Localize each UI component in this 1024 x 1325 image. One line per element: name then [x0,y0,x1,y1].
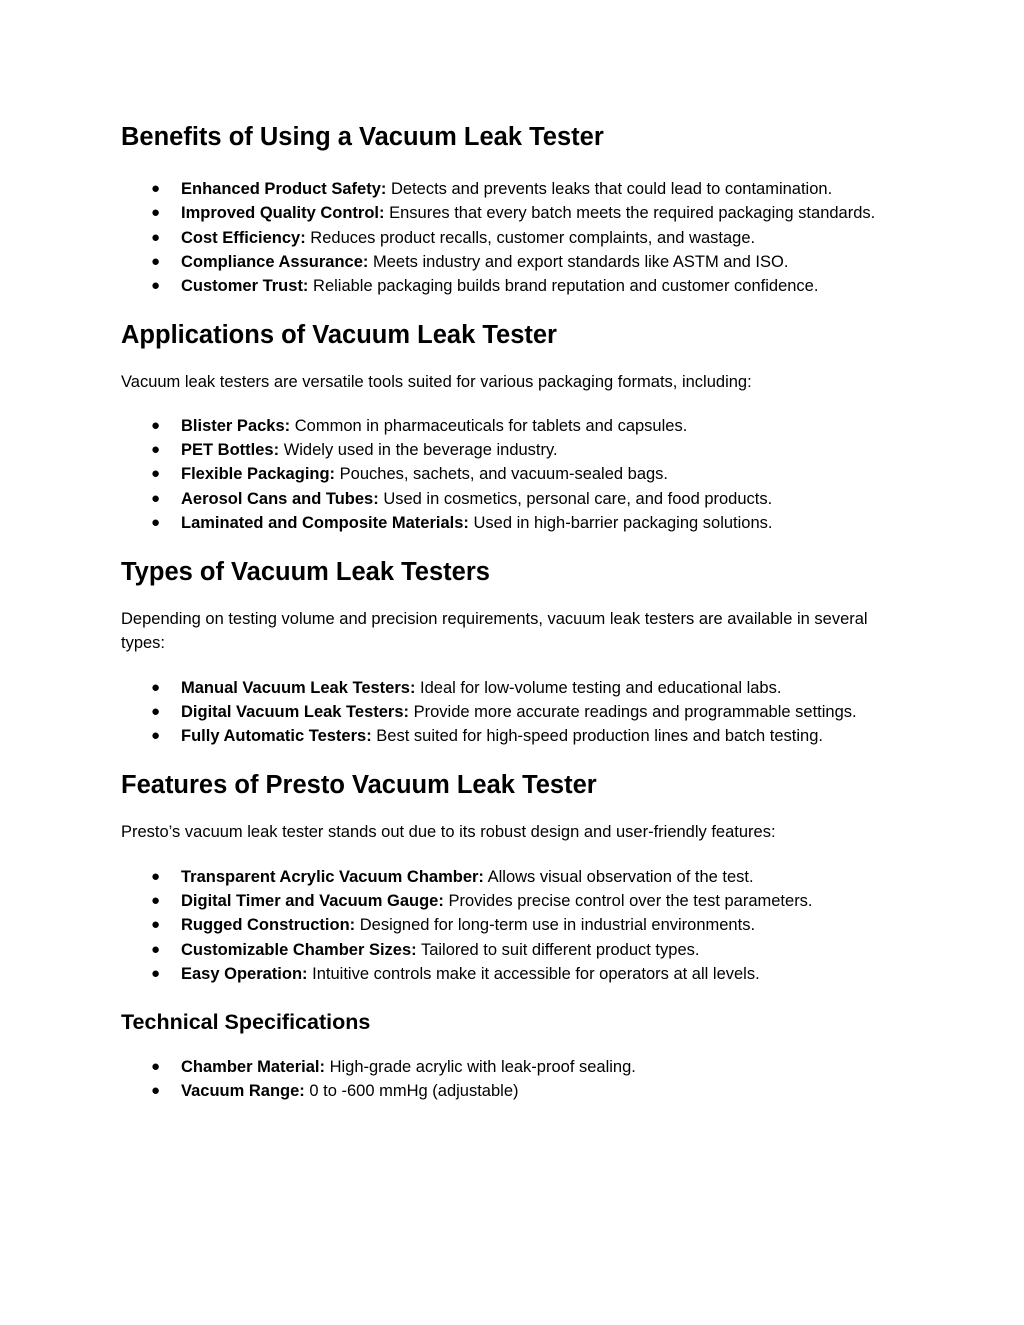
bullet-icon: ● [151,416,161,434]
bullet-icon: ● [151,277,161,295]
item-description: Meets industry and export standards like ASTM and ISO. [372,252,789,271]
bullet-icon: ● [151,489,161,507]
list-item [121,913,911,937]
item-description: Intuitive controls make it accessible for operators at all levels. [312,964,760,983]
bullet-icon: ● [151,252,161,270]
section-heading: Applications of Vacuum Leak Tester [121,321,557,350]
item-description: Pouches, sachets, and vacuum-sealed bags. [339,465,669,484]
bullet-icon: ● [151,702,161,720]
item-term: Manual Vacuum Leak Testers: [181,678,416,697]
item-description: Provides precise control over the test parameters. [448,891,813,910]
item-term: Chamber Material: [181,1058,325,1077]
section-heading: Features of Presto Vacuum Leak Tester [121,771,597,800]
bullet-icon: ● [151,465,161,483]
item-term: Easy Operation: [181,964,308,983]
bullet-icon: ● [151,204,161,222]
item-description: Allows visual observation of the test. [487,867,754,886]
item-description: Ensures that every batch meets the required packaging standards. [389,204,876,223]
bullet-icon: ● [151,1082,161,1100]
item-description: Used in cosmetics, personal care, and food products. [383,489,773,508]
item-term: Rugged Construction: [181,916,356,935]
section-intro: Depending on testing volume and precision requirements, vacuum leak testers are available in several types: [121,610,868,653]
section-intro: Presto’s vacuum leak tester stands out due to its robust design and user-friendly features: [121,823,776,842]
list-item [121,889,911,913]
bullet-list [121,177,911,298]
bullet-icon: ● [151,891,161,909]
item-term: Vacuum Range: [181,1082,305,1101]
list-item [121,274,911,298]
list-item [121,414,911,438]
item-description: Tailored to suit different product types. [420,940,700,959]
list-item [121,438,911,462]
item-term: Customizable Chamber Sizes: [181,940,417,959]
bullet-list [121,676,911,749]
list-item [121,177,911,201]
item-term: Flexible Packaging: [181,465,336,484]
item-term: Compliance Assurance: [181,252,369,271]
item-term: Fully Automatic Testers: [181,727,372,746]
bullet-icon: ● [151,727,161,745]
item-term: Enhanced Product Safety: [181,180,387,198]
bullet-icon: ● [151,940,161,958]
bullet-icon: ● [151,964,161,982]
section-heading: Types of Vacuum Leak Testers [121,558,490,587]
bullet-icon: ● [151,867,161,885]
bullet-list [121,1055,911,1104]
bullet-list [121,865,911,986]
item-term: Cost Efficiency: [181,228,306,247]
item-description: Best suited for high-speed production lines and batch testing. [376,727,823,746]
list-item [121,226,911,250]
item-description: Detects and prevents leaks that could lead to contamination. [390,180,833,198]
item-description: Common in pharmaceuticals for tablets and capsules. [294,416,688,435]
bullet-icon: ● [151,916,161,934]
list-item [121,865,911,889]
document-page [121,121,911,1104]
item-description: Reliable packaging builds brand reputation and customer confidence. [313,277,819,296]
item-description: Designed for long-term use in industrial environments. [359,916,756,935]
bullet-icon: ● [151,440,161,458]
list-item [121,1055,911,1079]
bullet-icon: ● [151,1058,161,1076]
item-term: Digital Vacuum Leak Testers: [181,702,410,721]
bullet-list [121,414,911,535]
item-term: Blister Packs: [181,416,291,435]
bullet-icon: ● [151,228,161,246]
item-term: Improved Quality Control: [181,204,385,223]
list-item [121,724,911,748]
list-item [121,1079,911,1103]
list-item [121,700,911,724]
list-item [121,462,911,486]
bullet-icon: ● [151,180,161,197]
section-intro: Vacuum leak testers are versatile tools suited for various packaging formats, including: [121,373,752,392]
item-term: Digital Timer and Vacuum Gauge: [181,891,444,910]
item-term: Customer Trust: [181,277,309,296]
section-heading: Benefits of Using a Vacuum Leak Tester [121,123,604,151]
item-description: Reduces product recalls, customer complaints, and wastage. [310,228,756,247]
item-description: Ideal for low-volume testing and educational labs. [420,678,782,697]
section-subheading: Technical Specifications [121,1010,371,1035]
list-item [121,938,911,962]
bullet-icon: ● [151,678,161,696]
list-item [121,250,911,274]
item-term: PET Bottles: [181,440,280,459]
item-description: Provide more accurate readings and programmable settings. [413,702,857,721]
item-description: Widely used in the beverage industry. [283,440,558,459]
item-term: Aerosol Cans and Tubes: [181,489,379,508]
list-item [121,676,911,700]
item-term: Laminated and Composite Materials: [181,513,469,532]
item-description: Used in high-barrier packaging solutions. [473,513,773,532]
list-item [121,201,911,225]
item-description: High-grade acrylic with leak-proof sealing. [329,1058,636,1077]
list-item [121,487,911,511]
item-term: Transparent Acrylic Vacuum Chamber: [181,867,484,886]
bullet-icon: ● [151,513,161,531]
item-description: 0 to -600 mmHg (adjustable) [309,1082,519,1101]
list-item [121,511,911,535]
list-item [121,962,911,986]
